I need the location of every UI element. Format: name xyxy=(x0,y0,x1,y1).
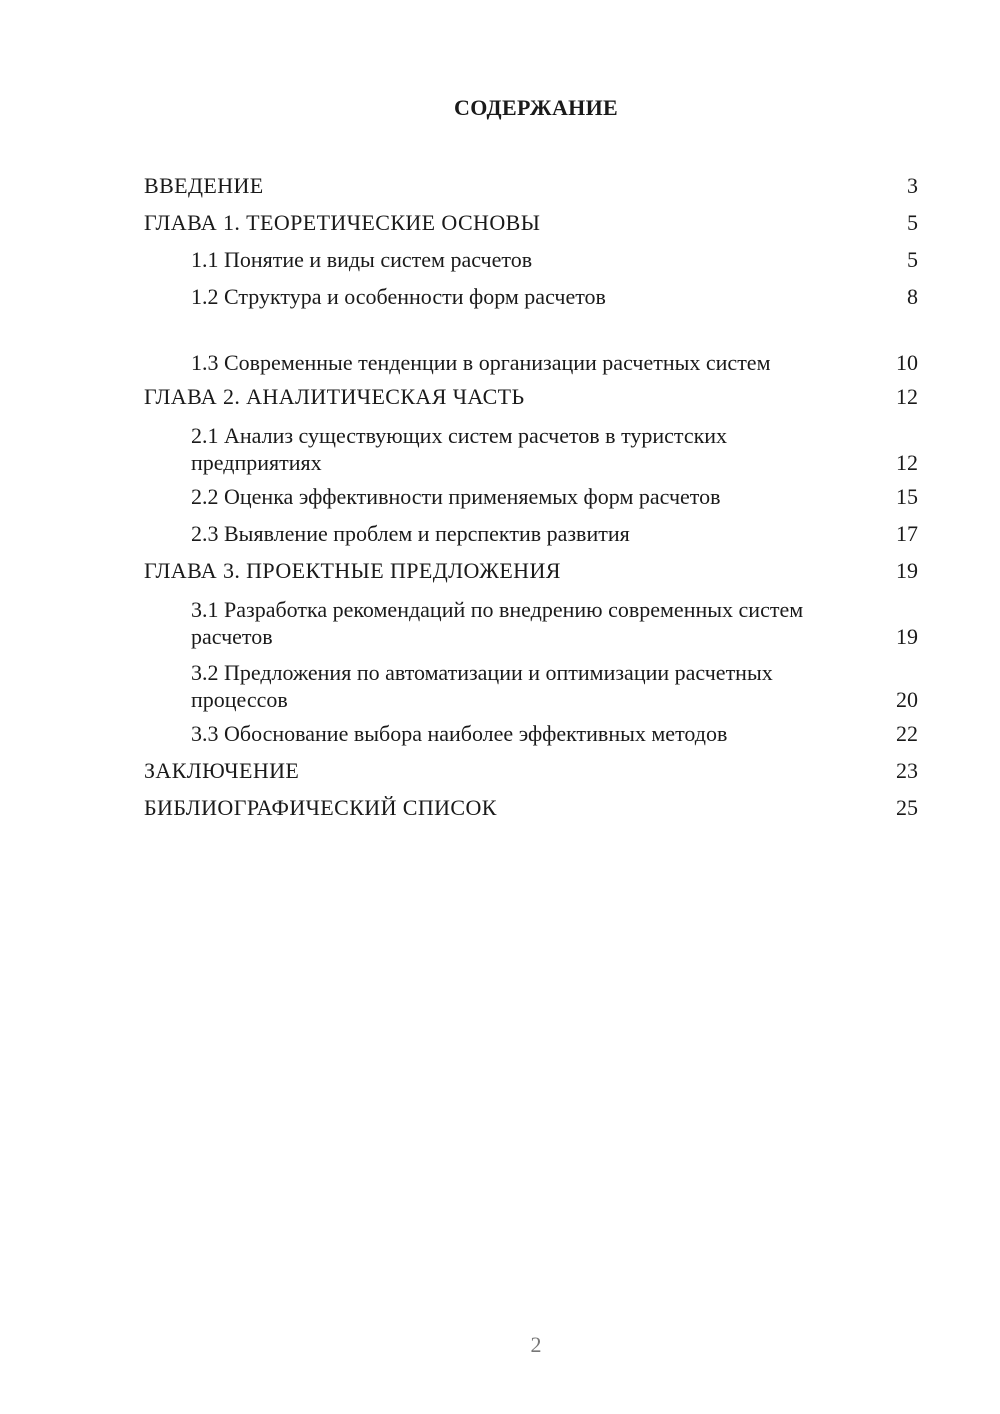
toc-entry-label: 1.2 Структура и особенности форм расчетов xyxy=(191,284,606,309)
toc-entry-section-3-1[interactable] xyxy=(144,590,918,653)
toc-entry-section-1-1[interactable] xyxy=(144,242,918,279)
toc-entry-section-2-2[interactable] xyxy=(144,479,918,516)
toc-entry-page: 8 xyxy=(907,284,918,309)
toc-entry-label: 3.1 Разработка рекомендаций по внедрению современных систем расчетов xyxy=(191,597,804,649)
toc-entry-section-2-1[interactable] xyxy=(144,416,918,479)
toc-entry-label: 2.2 Оценка эффективности применяемых форм расчетов xyxy=(191,484,721,509)
page-title: СОДЕРЖАНИЕ xyxy=(454,95,618,120)
toc-entry-page: 19 xyxy=(896,624,918,649)
toc-entry-page: 5 xyxy=(907,247,918,272)
toc-entry-chapter-1[interactable] xyxy=(144,205,918,242)
toc-entry-label: ГЛАВА 3. ПРОЕКТНЫЕ ПРЕДЛОЖЕНИЯ xyxy=(144,558,561,583)
toc-entry-introduction[interactable] xyxy=(144,168,918,205)
toc-entry-page: 12 xyxy=(896,384,918,409)
toc-entry-section-3-3[interactable] xyxy=(144,716,918,753)
toc-entry-conclusion[interactable] xyxy=(144,753,918,790)
toc-entry-page: 19 xyxy=(896,558,918,583)
toc-entry-label: 1.3 Современные тенденции в организации расчетных систем xyxy=(191,350,771,375)
toc-entry-page: 3 xyxy=(907,173,918,198)
toc-entry-chapter-2[interactable] xyxy=(144,379,918,416)
toc-entry-label: 3.2 Предложения по автоматизации и оптимизации расчетных процессов xyxy=(191,660,773,712)
toc-entry-section-1-3[interactable] xyxy=(144,316,918,379)
toc-entry-label: ЗАКЛЮЧЕНИЕ xyxy=(144,758,300,783)
toc-entry-section-3-2[interactable] xyxy=(144,653,918,716)
toc-entry-label: 2.3 Выявление проблем и перспектив развития xyxy=(191,521,630,546)
toc-entry-section-2-3[interactable] xyxy=(144,516,918,553)
toc-entry-page: 5 xyxy=(907,210,918,235)
toc-entry-page: 15 xyxy=(896,484,918,509)
toc-entry-page: 25 xyxy=(896,795,918,820)
toc-entry-label: 3.3 Обоснование выбора наиболее эффективных методов xyxy=(191,721,728,746)
toc-entry-page: 12 xyxy=(896,450,918,475)
toc-entry-label: 1.1 Понятие и виды систем расчетов xyxy=(191,247,533,272)
toc-entry-page: 10 xyxy=(896,350,918,375)
toc-entry-page: 23 xyxy=(896,758,918,783)
toc-entry-label: ГЛАВА 1. ТЕОРЕТИЧЕСКИЕ ОСНОВЫ xyxy=(144,210,541,235)
toc-entry-label: БИБЛИОГРАФИЧЕСКИЙ СПИСОК xyxy=(144,795,497,820)
toc-entry-label: ГЛАВА 2. АНАЛИТИЧЕСКАЯ ЧАСТЬ xyxy=(144,384,525,409)
page-number: 2 xyxy=(530,1332,542,1357)
toc-entry-bibliography[interactable] xyxy=(144,790,918,827)
toc-entry-label: 2.1 Анализ существующих систем расчетов в туристских предприятиях xyxy=(191,423,728,475)
toc-entry-label: ВВЕДЕНИЕ xyxy=(144,173,264,198)
toc-entry-section-1-2[interactable] xyxy=(144,279,918,316)
toc-entry-page: 17 xyxy=(896,521,918,546)
table-of-contents xyxy=(144,168,918,827)
toc-entry-chapter-3[interactable] xyxy=(144,553,918,590)
toc-entry-page: 22 xyxy=(896,721,918,746)
toc-entry-page: 20 xyxy=(896,687,918,712)
